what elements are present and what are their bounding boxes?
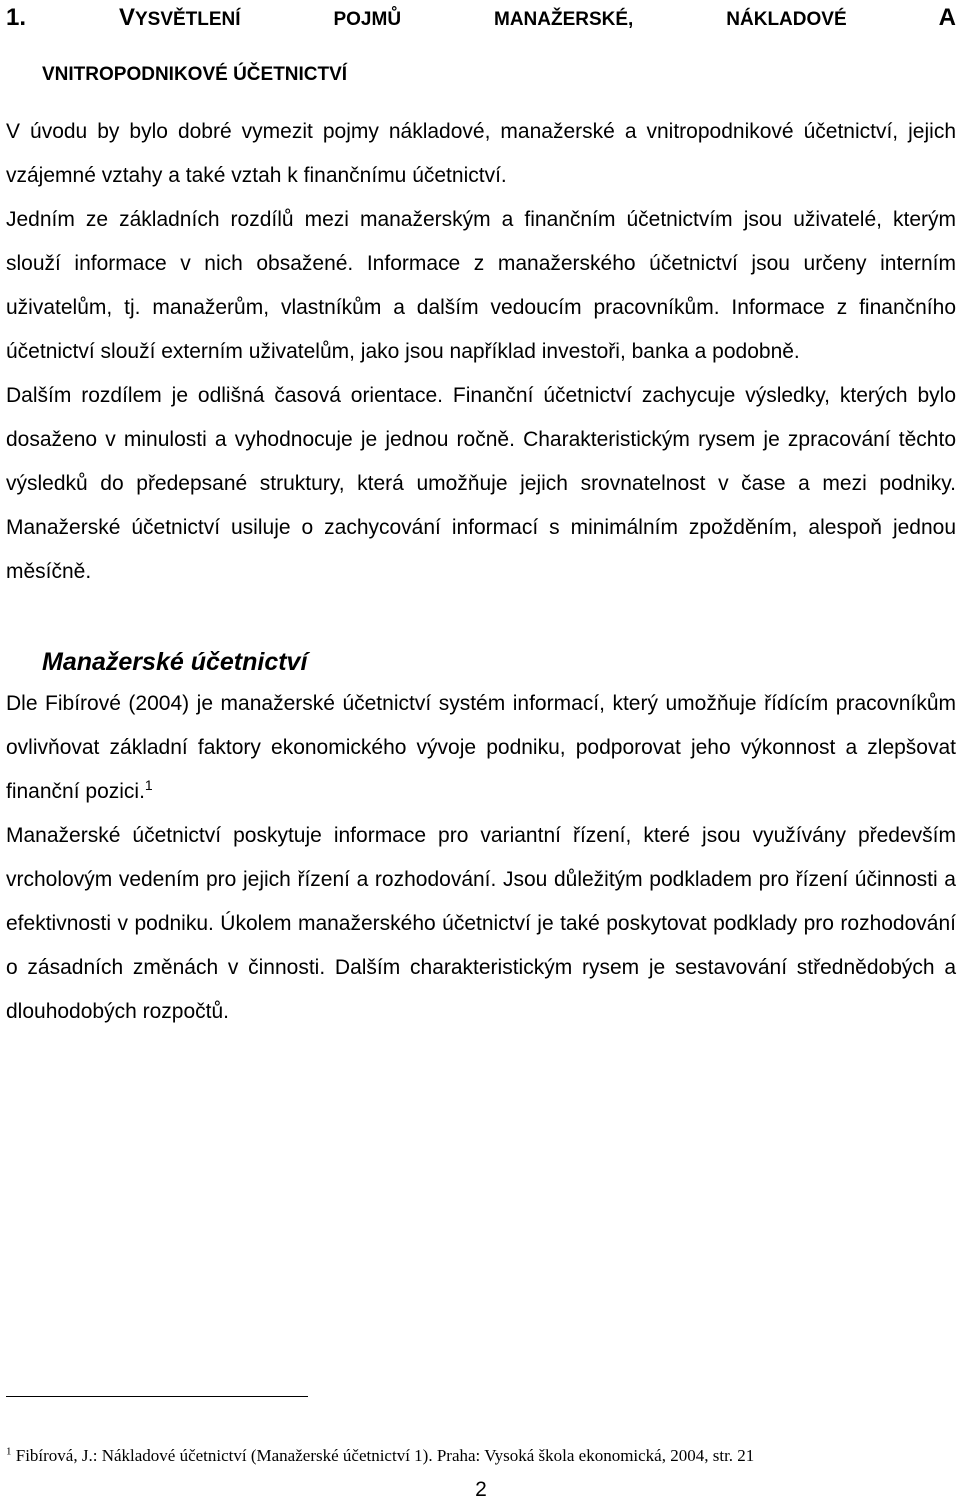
footnote-text: Fibírová, J.: Nákladové účetnictví (Manažerské účetnictví 1). Praha: Vysoká škola ekonomická, 2004, str. 21 xyxy=(11,1446,755,1465)
chapter-number: 1. xyxy=(6,4,27,31)
chapter-title-line-1: 1. VYSVĚTLENÍ POJMŮ MANAŽERSKÉ, NÁKLADOVÉ A xyxy=(6,4,957,31)
page-number: 2 xyxy=(475,1478,487,1501)
paragraph-definition xyxy=(6,682,956,814)
footnote-reference: 1 xyxy=(144,777,153,793)
paragraph-time-orientation: Dalším rozdílem je odlišná časová orientace. Finanční účetnictví zachycuje výsledky, kterých bylo dosaženo v minulosti a vyhodnocuje je jednou ročně. Charakteristickým rysem je zpracování těchto výsledků do předepsané struktury, která umožňuje jejich srovnatelnost v čase a mezi podniky. Manažerské účetnictví usiluje o zachycování informací s minimálním zpožděním, alespoň jednou měsíčně. xyxy=(6,384,956,583)
paragraph-users: Jedním ze základních rozdílů mezi manažerským a finančním účetnictvím jsou uživatelé, kterým slouží informace v nich obsažené. Informace z manažerského účetnictví jsou určeny interním uživatelům, tj. manažerům, vlastníkům a dalším vedoucím pracovníkům. Informace z finančního účetnictví slouží externím uživatelům, jako jsou například investoři, banka a podobně. xyxy=(6,208,956,363)
paragraph-variant-management: Manažerské účetnictví poskytuje informace pro variantní řízení, které jsou využívány především vrcholovým vedením pro jejich řízení a rozhodování. Jsou důležitým podkladem pro řízení účinnosti a efektivnosti v podniku. Úkolem manažerského účetnictví je také poskytovat podklady pro rozhodování o zásadních změnách v činnosti. Dalším charakteristickým rysem je sestavování střednědobých a dlouhodobých rozpočtů. xyxy=(6,824,956,1023)
definition-text: Dle Fibírové (2004) je manažerské účetnictví systém informací, který umožňuje řídícím pracovníkům ovlivňovat základní faktory ekonomického vývoje podniku, podporovat jeho výkonnost a zlepšovat finanční pozici. xyxy=(6,692,956,803)
footnote-mark: 1 xyxy=(6,1445,12,1458)
document-page xyxy=(6,0,956,1503)
footnote-separator xyxy=(6,1396,308,1397)
chapter-title xyxy=(6,0,956,110)
chapter-title-line-2: VNITROPODNIKOVÉ ÚČETNICTVÍ xyxy=(42,64,348,85)
paragraph-intro: V úvodu by bylo dobré vymezit pojmy nákladové, manažerské a vnitropodnikové účetnictví, jejich vzájemné vztahy a také vztah k finančnímu účetnictví. xyxy=(6,120,956,187)
section-title: Manažerské účetnictví xyxy=(42,648,308,676)
footnote xyxy=(6,1444,956,1468)
